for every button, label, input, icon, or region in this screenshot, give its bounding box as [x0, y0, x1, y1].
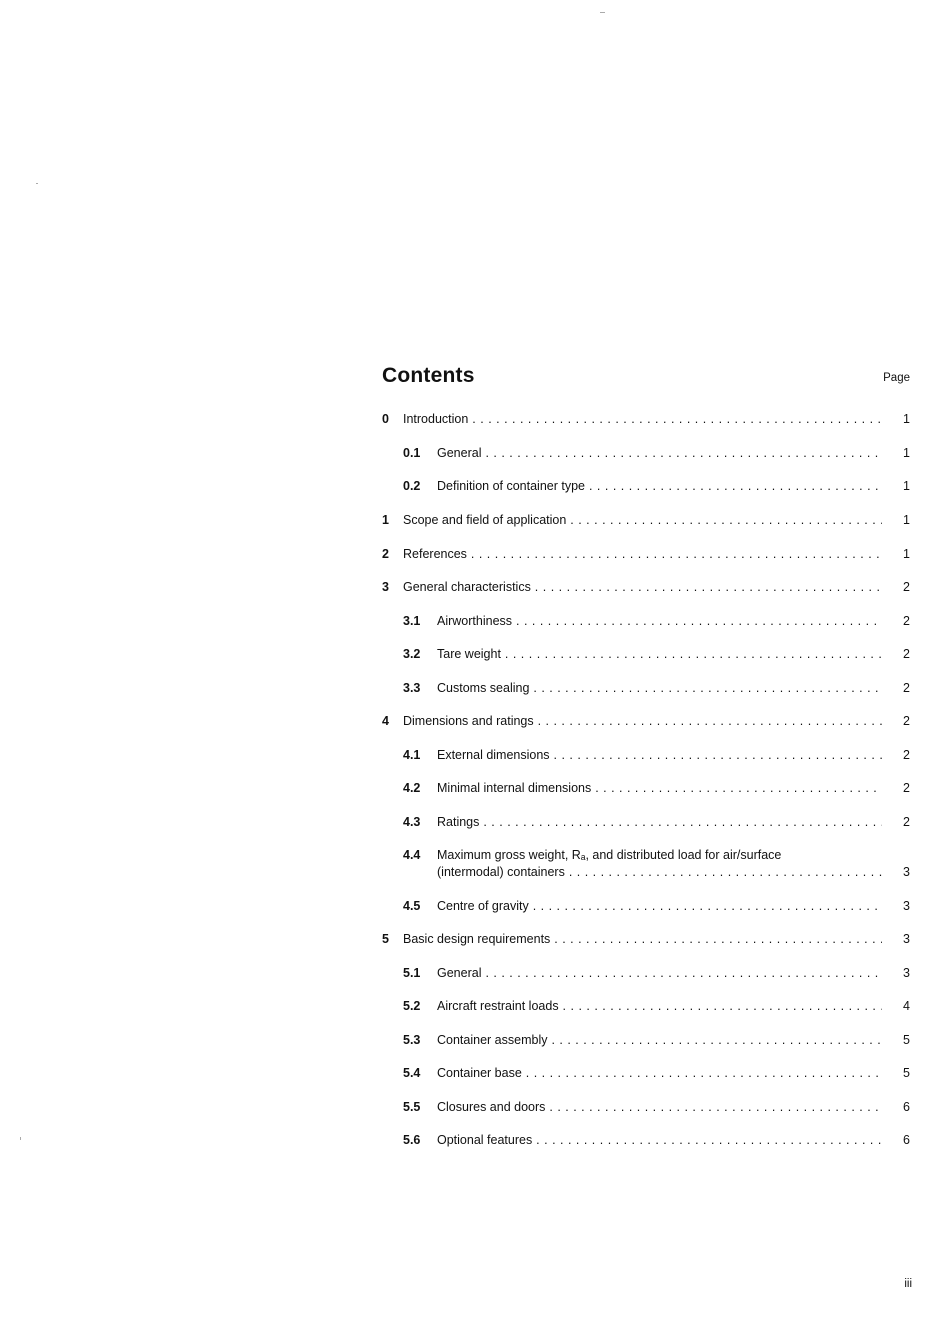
page-number: 3 — [903, 932, 910, 946]
section-title: Basic design requirements . . . — [403, 932, 882, 946]
section-number: 5.1 — [403, 966, 421, 980]
section-title: General . . . — [437, 966, 882, 980]
section-number: 0.1 — [403, 446, 421, 460]
page-number: 2 — [903, 580, 910, 594]
section-title: Introduction . . . — [403, 412, 882, 426]
section-title: Airworthiness . . . — [437, 614, 882, 628]
section-number: 5.5 — [403, 1100, 421, 1114]
page-number: 5 — [903, 1066, 910, 1080]
page-number: 1 — [903, 547, 910, 561]
page-number: 2 — [903, 681, 910, 695]
section-title: Dimensions and ratings . . . — [403, 714, 882, 728]
page-number: 1 — [903, 412, 910, 426]
section-number: 4.2 — [403, 781, 421, 795]
section-title: Container assembly . . . — [437, 1033, 882, 1047]
page-number: 1 — [903, 446, 910, 460]
page-number: 3 — [903, 865, 910, 879]
section-number: 0.2 — [403, 479, 421, 493]
scan-speck — [600, 12, 605, 13]
section-number: 3.1 — [403, 614, 421, 628]
section-title: Centre of gravity . . . — [437, 899, 882, 913]
section-number: 2 — [382, 547, 389, 561]
page-number: 4 — [903, 999, 910, 1013]
section-number: 5.4 — [403, 1066, 421, 1080]
section-title: Aircraft restraint loads . . . — [437, 999, 882, 1013]
section-number: 5.3 — [403, 1033, 421, 1047]
page-number: 2 — [903, 781, 910, 795]
section-number: 5.2 — [403, 999, 421, 1013]
section-title: Definition of container type . . . — [437, 479, 882, 493]
section-title: External dimensions . . . — [437, 748, 882, 762]
scan-speck — [20, 1137, 21, 1140]
page-number: 6 — [903, 1133, 910, 1147]
page-number: 1 — [903, 479, 910, 493]
page-number: 3 — [903, 966, 910, 980]
page-number: 2 — [903, 748, 910, 762]
page-number: 2 — [903, 815, 910, 829]
page-number: 2 — [903, 647, 910, 661]
section-title: General characteristics . . . — [403, 580, 882, 594]
folio-page-number: iii — [904, 1278, 912, 1290]
section-number: 1 — [382, 513, 389, 527]
page-number: 2 — [903, 614, 910, 628]
section-title: Minimal internal dimensions . . . — [437, 781, 882, 795]
section-title: Optional features . . . — [437, 1133, 882, 1147]
page-number: 3 — [903, 899, 910, 913]
section-title: Customs sealing . . . — [437, 681, 882, 695]
section-number: 3.2 — [403, 647, 421, 661]
page-number: 5 — [903, 1033, 910, 1047]
section-title: Ratings . . . — [437, 815, 882, 829]
section-title: Tare weight . . . — [437, 647, 882, 661]
scan-speck — [36, 183, 38, 184]
page-column-header: Page — [883, 372, 910, 384]
section-title: (intermodal) containers . . . — [437, 865, 882, 879]
section-title: Closures and doors . . . — [437, 1100, 882, 1114]
section-number: 4 — [382, 714, 389, 728]
section-number: 0 — [382, 412, 389, 426]
section-number: 5 — [382, 932, 389, 946]
section-title: Container base . . . — [437, 1066, 882, 1080]
section-number: 4.5 — [403, 899, 421, 913]
section-title: References . . . — [403, 547, 882, 561]
section-number: 4.1 — [403, 748, 421, 762]
section-number: 4.4 — [403, 848, 421, 862]
contents-title: Contents — [382, 364, 475, 387]
section-title: Scope and field of application . . . — [403, 513, 882, 527]
section-number: 3 — [382, 580, 389, 594]
section-number: 5.6 — [403, 1133, 421, 1147]
section-number: 4.3 — [403, 815, 421, 829]
section-title-line-1: Maximum gross weight, Rₐ, and distributed load for air/surface — [437, 848, 782, 862]
page-number: 1 — [903, 513, 910, 527]
page-number: 2 — [903, 714, 910, 728]
section-number: 3.3 — [403, 681, 421, 695]
page-number: 6 — [903, 1100, 910, 1114]
section-title: General . . . — [437, 446, 882, 460]
